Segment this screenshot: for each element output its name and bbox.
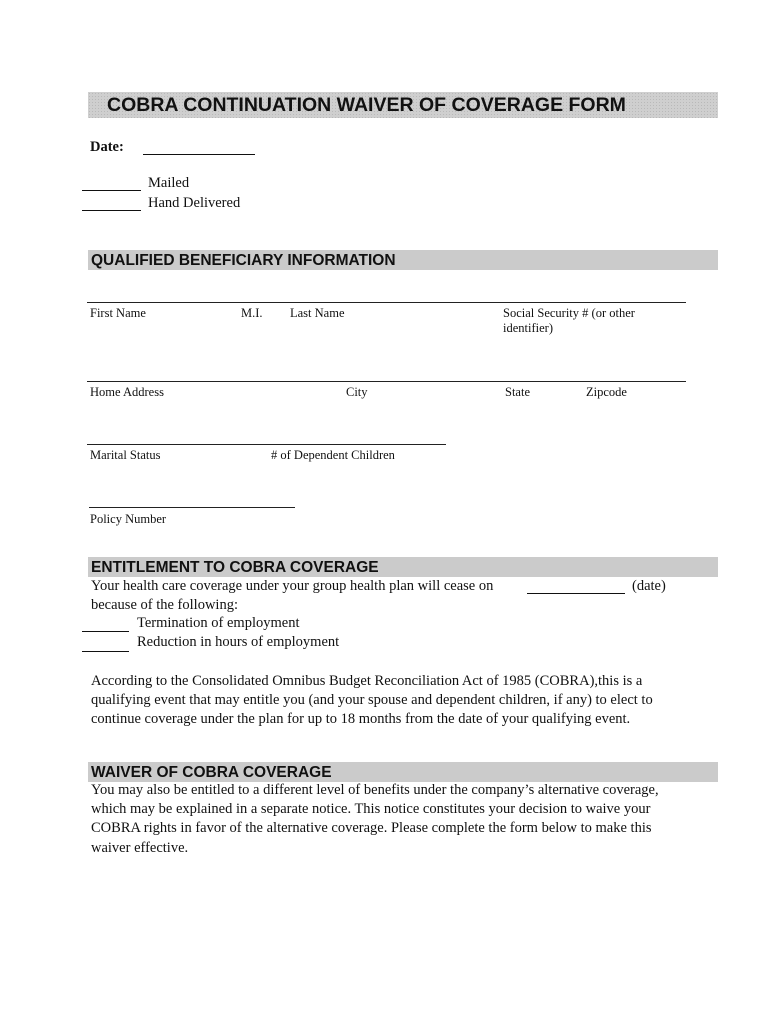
cobra-act-paragraph (91, 672, 731, 730)
waiver-heading: WAIVER OF COBRA COVERAGE (91, 764, 332, 781)
policy-number-label: Policy Number (90, 512, 167, 526)
reduction-label: Reduction in hours of employment (137, 634, 340, 650)
form-title: COBRA CONTINUATION WAIVER OF COVERAGE FORM (107, 94, 626, 116)
mailed-label: Mailed (148, 175, 190, 191)
policy-field-line[interactable] (89, 507, 295, 508)
first-name-label: First Name (90, 306, 146, 320)
ssn-label-line2: identifier) (503, 321, 553, 335)
marital-status-label: Marital Status (90, 448, 161, 462)
termination-label: Termination of employment (137, 615, 300, 631)
reduction-checkbox-line[interactable] (82, 651, 129, 652)
paragraph-line: waiver effective. (91, 839, 189, 856)
because-text: because of the following: (91, 597, 238, 613)
waiver-paragraph (91, 781, 731, 858)
date-label: Date: (90, 139, 124, 155)
dependents-label: # of Dependent Children (271, 448, 395, 462)
city-label: City (346, 385, 368, 399)
hand-delivered-checkbox-line[interactable] (82, 210, 141, 211)
paragraph-line: which may be explained in a separate notice. This notice constitutes your decision to waive your (91, 801, 651, 818)
paragraph-line: According to the Consolidated Omnibus Budget Reconciliation Act of 1985 (COBRA),this is a (91, 673, 643, 689)
paragraph-line: continue coverage under the plan for up to 18 months from the date of your qualifying event. (91, 711, 631, 728)
mailed-checkbox-line[interactable] (82, 190, 141, 191)
paragraph-line: COBRA rights in favor of the alternative coverage. Please complete the form below to make this (91, 820, 652, 837)
address-field-line[interactable] (87, 381, 686, 382)
ssn-label-line1: Social Security # (or other (503, 306, 635, 320)
mi-label: M.I. (241, 306, 263, 320)
paragraph-line: You may also be entitled to a different level of benefits under the company’s alternative coverage, (91, 782, 659, 798)
date-suffix: (date) (632, 578, 666, 594)
name-field-line[interactable] (87, 302, 686, 303)
home-address-label: Home Address (90, 385, 164, 399)
termination-checkbox-line[interactable] (82, 631, 129, 632)
date-field[interactable] (143, 154, 255, 155)
beneficiary-heading: QUALIFIED BENEFICIARY INFORMATION (91, 252, 396, 269)
state-label: State (505, 385, 530, 399)
hand-delivered-label: Hand Delivered (148, 195, 241, 211)
paragraph-line: qualifying event that may entitle you (and your spouse and dependent children, if any) to elect to (91, 692, 653, 709)
last-name-label: Last Name (290, 306, 345, 320)
cease-text: Your health care coverage under your group health plan will cease on (91, 578, 494, 594)
entitlement-heading: ENTITLEMENT TO COBRA COVERAGE (91, 559, 379, 576)
zipcode-label: Zipcode (586, 385, 627, 399)
cease-date-field[interactable] (527, 593, 625, 594)
marital-field-line[interactable] (87, 444, 446, 445)
